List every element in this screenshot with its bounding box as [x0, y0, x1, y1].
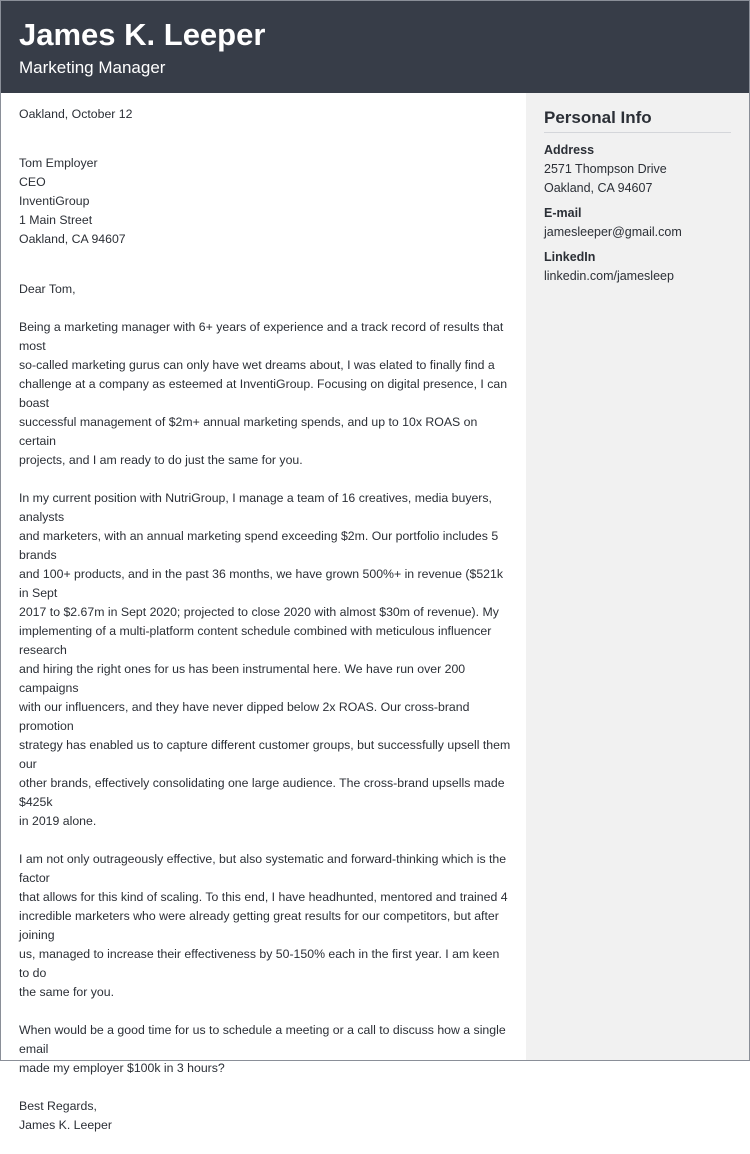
paragraph-line: When would be a good time for us to schedule a meeting or a call to discuss how a single email — [19, 1023, 506, 1056]
paragraph-line: so-called marketing gurus can only have wet dreams about, I was elated to finally find a — [19, 358, 495, 372]
personal-info-sidebar — [526, 93, 749, 1060]
paragraph-line: I am not only outrageously effective, but also systematic and forward-thinking which is the factor — [19, 852, 507, 885]
email-section — [544, 204, 731, 242]
letter-body — [19, 105, 511, 1154]
paragraph-line: challenge at a company as esteemed at InventiGroup. Focusing on digital presence, I can boast — [19, 377, 508, 410]
linkedin-label: LinkedIn — [544, 250, 596, 264]
paragraph-line: that allows for this kind of scaling. To this end, I have headhunted, mentored and trained 4 — [19, 890, 508, 904]
paragraph-line: 2017 to $2.67m in Sept 2020; projected to close 2020 with almost $30m of revenue). My — [19, 605, 499, 619]
address-section — [544, 141, 731, 198]
email-label: E-mail — [544, 206, 582, 220]
paragraph-line: made my employer $100k in 3 hours? — [19, 1061, 225, 1075]
paragraph-line: Being a marketing manager with 6+ years of experience and a track record of results that most — [19, 320, 504, 353]
paragraph-line: and hiring the right ones for us has been instrumental here. We have run over 200 campaigns — [19, 662, 466, 695]
recipient-street: 1 Main Street — [19, 213, 93, 227]
paragraph-line: and 100+ products, and in the past 36 months, we have grown 500%+ in revenue ($521k in Sept — [19, 567, 504, 600]
recipient-name: Tom Employer — [19, 156, 98, 170]
paragraph-experience — [19, 489, 511, 831]
linkedin-value: linkedin.com/jamesleep — [544, 269, 674, 283]
paragraph-intro — [19, 318, 511, 470]
paragraph-line: In my current position with NutriGroup, I manage a team of 16 creatives, media buyers, analysts — [19, 491, 492, 524]
paragraph-approach — [19, 850, 511, 1002]
paragraph-line: incredible marketers who were already getting great results for our competitors, but after joining — [19, 909, 499, 942]
recipient-title: CEO — [19, 175, 46, 189]
paragraph-line: the same for you. — [19, 985, 115, 999]
applicant-role: Marketing Manager — [19, 58, 166, 77]
paragraph-line: strategy has enabled us to capture different customer groups, but successfully upsell them our — [19, 738, 511, 771]
closing: Best Regards, — [19, 1099, 97, 1113]
email-value: jamesleeper@gmail.com — [544, 225, 682, 239]
linkedin-section — [544, 248, 731, 286]
paragraph-line: projects, and I am ready to do just the same for you. — [19, 453, 303, 467]
recipient-city: Oakland, CA 94607 — [19, 232, 126, 246]
header-banner — [1, 1, 749, 93]
greeting: Dear Tom, — [19, 282, 76, 296]
paragraph-line: successful management of $2m+ annual marketing spends, and up to 10x ROAS on certain — [19, 415, 478, 448]
paragraph-line: other brands, effectively consolidating one large audience. The cross-brand upsells made $425k — [19, 776, 505, 809]
applicant-name: James K. Leeper — [19, 17, 266, 52]
personal-info-title: Personal Info — [544, 107, 731, 133]
recipient-company: InventiGroup — [19, 194, 90, 208]
paragraph-line: implementing of a multi-platform content schedule combined with meticulous influencer research — [19, 624, 492, 657]
paragraph-call-to-action — [19, 1021, 511, 1078]
signature: James K. Leeper — [19, 1118, 112, 1132]
address-label: Address — [544, 143, 595, 157]
sign-off — [19, 1097, 511, 1135]
recipient-block — [19, 154, 511, 249]
address-line-1: 2571 Thompson Drive — [544, 162, 667, 176]
paragraph-line: in 2019 alone. — [19, 814, 97, 828]
paragraph-line: with our influencers, and they have never dipped below 2x ROAS. Our cross-brand promotion — [19, 700, 470, 733]
paragraph-line: and marketers, with an annual marketing spend exceeding $2m. Our portfolio includes 5 brands — [19, 529, 499, 562]
paragraph-line: us, managed to increase their effectiveness by 50-150% each in the first year. I am keen to do — [19, 947, 500, 980]
address-line-2: Oakland, CA 94607 — [544, 181, 653, 195]
date-line: Oakland, October 12 — [19, 107, 133, 121]
